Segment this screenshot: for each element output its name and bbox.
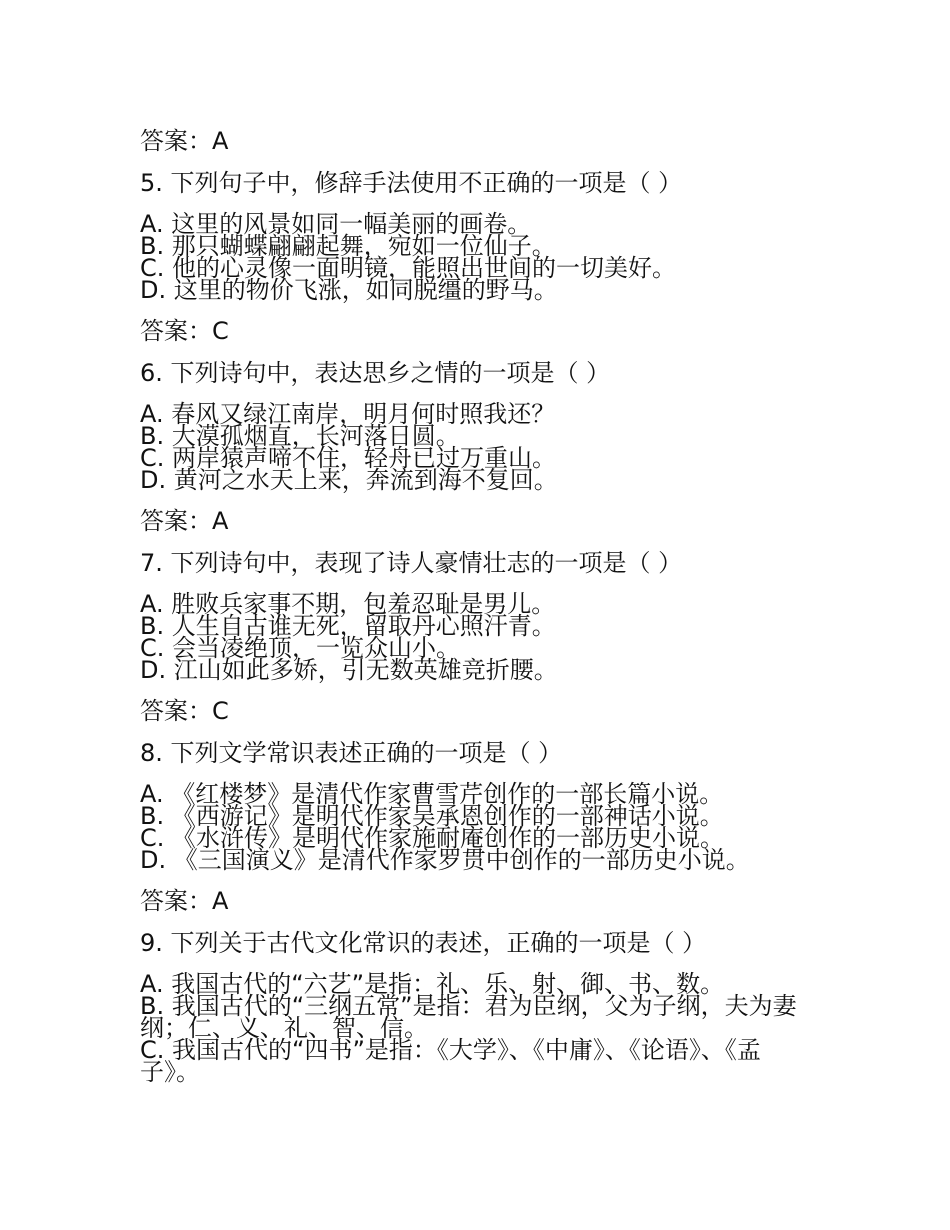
question-block-5 xyxy=(140,166,810,348)
question-7: 7. 下列诗句中，表现了诗人豪情壮志的一项是（ ） xyxy=(140,549,683,577)
option-9-a: A. 我国古代的“六艺”是指：礼、乐、射、御、书、数。 xyxy=(140,970,725,998)
question-8: 8. 下列文学常识表述正确的一项是（ ） xyxy=(140,739,563,767)
option-8-a: A. 《红楼梦》是清代作家曹雪芹创作的一部长篇小说。 xyxy=(140,780,724,808)
question-block-6 xyxy=(140,356,810,538)
question-block-9 xyxy=(140,926,810,1086)
answer-6: 答案：A xyxy=(140,507,229,535)
option-6-b: B. 大漠孤烟直，长河落日圆。 xyxy=(140,422,460,450)
question-6: 6. 下列诗句中，表达思乡之情的一项是（ ） xyxy=(140,359,611,387)
option-6-c: C. 两岸猿声啼不住，轻舟已过万重山。 xyxy=(140,444,557,472)
option-7-a: A. 胜败兵家事不期，包羞忍耻是男儿。 xyxy=(140,590,556,618)
option-5-b: B. 那只蝴蝶翩翩起舞，宛如一位仙子。 xyxy=(140,232,556,260)
option-5-a: A. 这里的风景如同一幅美丽的画卷。 xyxy=(140,210,532,238)
option-7-d: D. 江山如此多娇，引无数英雄竞折腰。 xyxy=(140,656,558,684)
options-6 xyxy=(140,400,810,494)
question-5: 5. 下列句子中，修辞手法使用不正确的一项是（ ） xyxy=(140,169,683,197)
options-7 xyxy=(140,590,810,684)
answer-7: 答案：C xyxy=(140,697,229,725)
options-8 xyxy=(140,780,810,874)
option-8-b: B. 《西游记》是明代作家吴承恩创作的一部神话小说。 xyxy=(140,802,724,830)
options-5 xyxy=(140,210,810,304)
options-9 xyxy=(140,970,810,1086)
question-9: 9. 下列关于古代文化常识的表述，正确的一项是（ ） xyxy=(140,929,707,957)
option-5-c: C. 他的心灵像一面明镜，能照出世间的一切美好。 xyxy=(140,254,677,282)
document-page xyxy=(140,124,810,1096)
option-7-c: C. 会当凌绝顶，一览众山小。 xyxy=(140,634,461,662)
option-8-d: D. 《三国演义》是清代作家罗贯中创作的一部历史小说。 xyxy=(140,846,750,874)
option-7-b: B. 人生自古谁无死，留取丹心照汗青。 xyxy=(140,612,556,640)
question-block-8 xyxy=(140,736,810,918)
option-8-c: C. 《水浒传》是明代作家施耐庵创作的一部历史小说。 xyxy=(140,824,725,852)
option-5-d: D. 这里的物价飞涨，如同脱缰的野马。 xyxy=(140,276,558,304)
answer-8: 答案：A xyxy=(140,887,229,915)
answer-5: 答案：C xyxy=(140,317,229,345)
answer-line-top: 答案：A xyxy=(140,127,229,155)
option-9-b: B. 我国古代的“三纲五常”是指：君为臣纲，父为子纲，夫为妻纲；仁、义、礼、智、信。 xyxy=(140,992,797,1042)
option-6-a: A. 春风又绿江南岸，明月何时照我还？ xyxy=(140,400,556,428)
option-9-c: C. 我国古代的“四书”是指：《大学》、《中庸》、《论语》、《孟子》。 xyxy=(140,1036,761,1086)
question-block-7 xyxy=(140,546,810,728)
option-6-d: D. 黄河之水天上来，奔流到海不复回。 xyxy=(140,466,558,494)
